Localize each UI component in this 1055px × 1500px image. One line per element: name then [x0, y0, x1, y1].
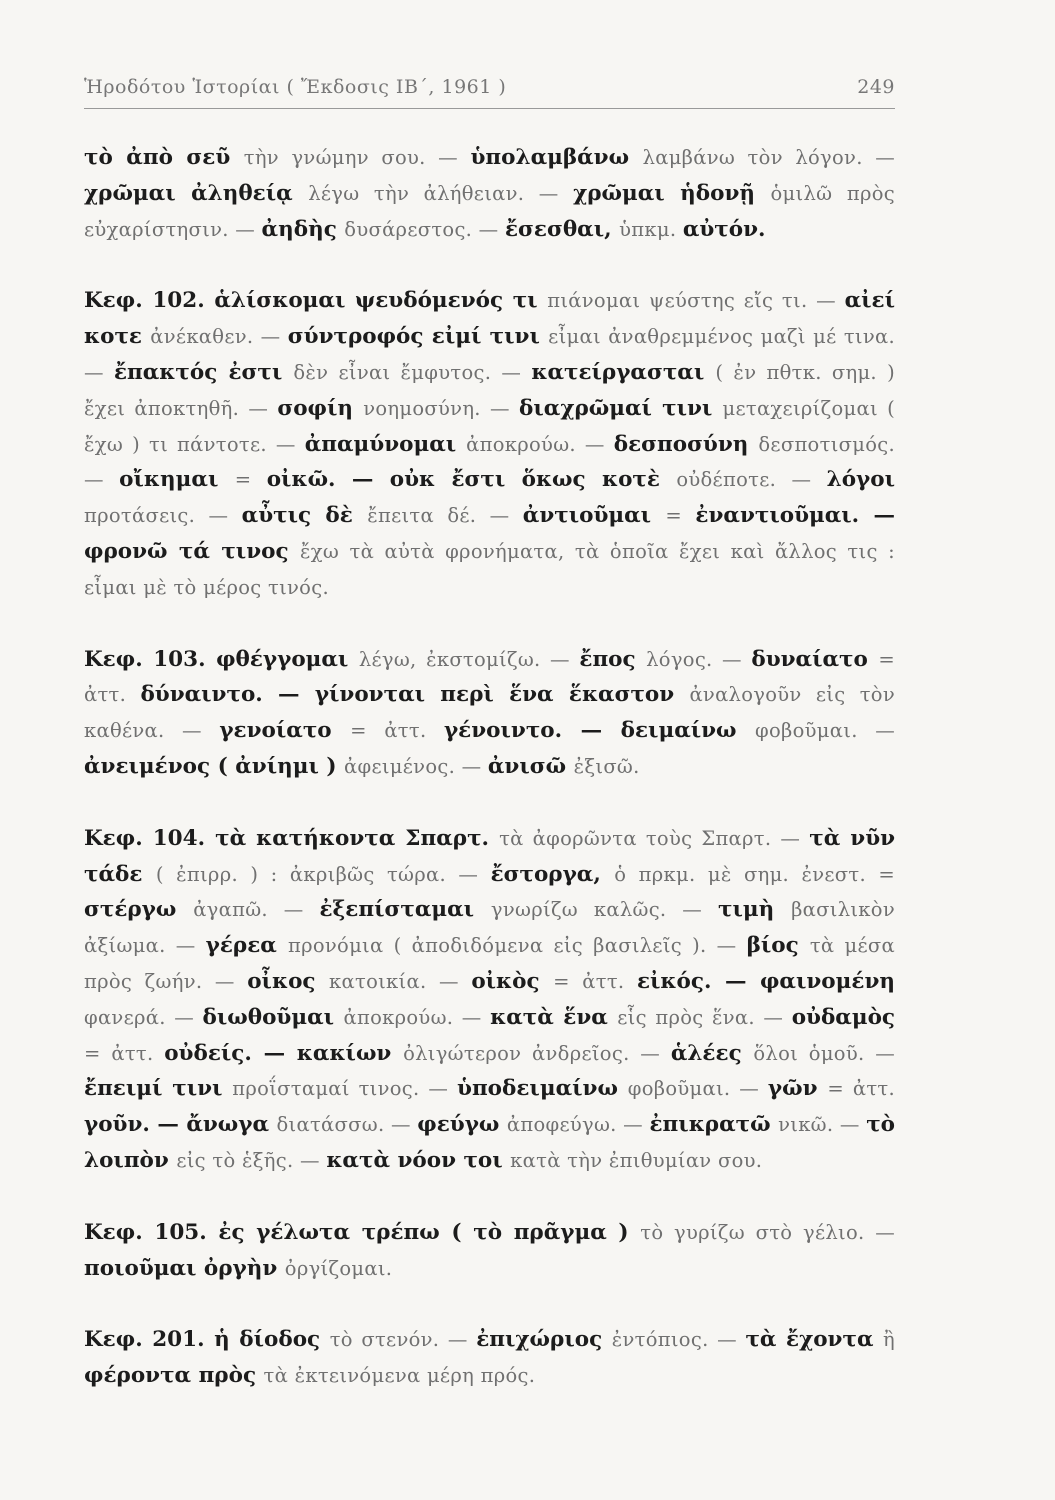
- lemma-text: γέρεα: [205, 933, 288, 959]
- lemma-text: ἔστοργα,: [490, 861, 615, 887]
- gloss-text: = ἀττ.: [827, 1077, 895, 1101]
- lemma-text: γῶν: [767, 1076, 828, 1102]
- paragraph: [84, 642, 895, 785]
- gloss-text: τὰ ἀφορῶντα τοὺς Σπαρτ. —: [499, 826, 810, 850]
- gloss-text: γνωρίζω καλῶς. —: [490, 898, 718, 922]
- lemma-text: δεσποσύνη: [613, 431, 759, 457]
- gloss-text: ἀγαπῶ. —: [193, 898, 320, 922]
- running-header: [84, 76, 895, 98]
- gloss-text: ὀλιγώτερον ἀνδρεῖος. —: [403, 1041, 671, 1065]
- lemma-text: κατὰ νόον τοι: [326, 1147, 511, 1173]
- lemma-text: ἔπος: [579, 646, 647, 672]
- gloss-text: εἶμαι ἀναθρεμμένος μαζὶ μέ τινα. —: [84, 325, 895, 384]
- gloss-text: δεσποτισμός. —: [84, 432, 895, 492]
- lemma-text: ποιοῦμαι ὀργὴν: [84, 1255, 285, 1281]
- gloss-text: ἀποκρούω. —: [466, 432, 614, 456]
- lemma-text: δύναιντο. —: [140, 682, 315, 708]
- gloss-text: = ἀττ.: [350, 719, 444, 743]
- lemma-text: ἐπιχώριος: [476, 1327, 612, 1353]
- gloss-text: προτάσεις. —: [84, 504, 242, 528]
- gloss-text: λέγω, ἐκστομίζω. —: [358, 647, 580, 671]
- lemma-text: ἁλίσκομαι ψευδόμενός τι: [214, 288, 548, 314]
- lemma-text: φεύγω: [417, 1112, 507, 1138]
- paragraph: [84, 1215, 895, 1287]
- gloss-text: ἀνέκαθεν. —: [150, 325, 288, 349]
- text-body: [84, 140, 895, 1430]
- gloss-text: ἐξισῶ.: [573, 754, 640, 778]
- lemma-text: φαινομένη: [759, 968, 895, 994]
- lemma-text: φθέγγομαι: [216, 646, 359, 672]
- lemma-text: οἴκημαι: [119, 467, 235, 493]
- lemma-text: γίνονται περὶ ἕνα ἕκαστον: [314, 682, 690, 708]
- lemma-text: ἐναντιοῦμαι. —: [695, 503, 896, 529]
- lemma-text: ἡ δίοδος: [214, 1327, 330, 1353]
- gloss-text: ( ἐν πθτκ. σημ. ) ἔχει ἀποκτηθῆ. —: [84, 360, 895, 420]
- paragraph: [84, 140, 895, 247]
- lemma-text: χρῶμαι ἀληθείᾳ: [84, 180, 309, 206]
- lemma-text: γενοίατο: [219, 718, 351, 744]
- gloss-text: =: [234, 468, 267, 492]
- lemma-text: ἄνωγα: [186, 1112, 277, 1138]
- gloss-text: ὀργίζομαι.: [284, 1256, 393, 1280]
- header-rule: [84, 108, 895, 109]
- gloss-text: διατάσσω. —: [276, 1113, 418, 1137]
- gloss-text: λόγος. —: [646, 647, 752, 671]
- lemma-text: ἀντιοῦμαι: [522, 503, 666, 529]
- lemma-text: τὸ λοιπὸν: [84, 1112, 896, 1173]
- gloss-text: φοβοῦμαι. —: [755, 719, 896, 743]
- gloss-text: νικῶ. —: [778, 1113, 867, 1137]
- gloss-text: ἀναλογοῦν εἰς τὸν καθένα. —: [84, 683, 895, 743]
- gloss-text: ἀποφεύγω. —: [506, 1113, 650, 1137]
- lemma-text: ὑποδειμαίνω: [457, 1076, 628, 1102]
- lemma-text: δειμαίνω: [620, 718, 756, 744]
- lemma-text: διαχρῶμαί τινι: [519, 395, 723, 421]
- lemma-text: φέροντα πρὸς: [84, 1363, 264, 1389]
- lemma-text: ἁλέες: [670, 1040, 754, 1066]
- lemma-text: Κεφ. 102.: [84, 288, 215, 314]
- gloss-text: βασιλικὸν ἀξίωμα. —: [84, 898, 895, 958]
- gloss-text: φοβοῦμαι. —: [627, 1077, 768, 1101]
- gloss-text: δυσάρεστος. —: [344, 217, 505, 241]
- lemma-text: σοφίη: [277, 395, 364, 421]
- gloss-text: οὐδέποτε. —: [676, 468, 827, 492]
- gloss-text: λέγω τὴν ἀλήθειαν. —: [308, 181, 574, 205]
- lemma-text: ἀηδὴς: [261, 216, 345, 242]
- lemma-text: σύντροφός εἰμί τινι: [287, 324, 549, 350]
- gloss-text: λαμβάνω τὸν λόγον. —: [642, 146, 895, 169]
- gloss-text: προνόμια ( ἀποδιδόμενα εἰς βασιλεῖς ). —: [287, 934, 747, 958]
- gloss-text: τὰ ἐκτεινόμενα μέρη πρός.: [263, 1364, 536, 1388]
- gloss-text: ἀφειμένος. —: [344, 754, 488, 778]
- gloss-text: τὸ γυρίζω στὸ γέλιο. —: [640, 1220, 895, 1244]
- lemma-text: ἀπαμύνομαι: [304, 431, 467, 457]
- lemma-text: γοῦν. —: [84, 1112, 187, 1138]
- lemma-text: ἀνειμένος ( ἀνίημι ): [84, 753, 345, 779]
- gloss-text: ( ἐπιρρ. ) : ἀκριβῶς τώρα. —: [155, 862, 491, 886]
- lemma-text: δυναίατο: [751, 646, 879, 672]
- lemma-text: οὐδαμὸς: [791, 1004, 895, 1030]
- lemma-text: ἔπειμί τινι: [84, 1076, 233, 1102]
- paragraph: [84, 1322, 895, 1394]
- lemma-text: οἰκῶ. —: [266, 467, 390, 493]
- page-number: 249: [857, 76, 895, 98]
- gloss-text: = ἀττ.: [553, 969, 637, 993]
- gloss-text: =: [665, 504, 696, 528]
- lemma-text: γένοιντο. —: [443, 718, 621, 744]
- gloss-text: εἷς πρὸς ἕνα. —: [617, 1005, 792, 1029]
- gloss-text: ὅλοι ὁμοῦ. —: [753, 1041, 896, 1065]
- gloss-text: ἐντόπιος. —: [611, 1328, 746, 1352]
- lemma-text: Κεφ. 103.: [84, 646, 217, 672]
- gloss-text: εἰς τὸ ἑξῆς. —: [176, 1148, 327, 1172]
- gloss-text: ἀποκρούω. —: [343, 1005, 491, 1029]
- gloss-text: δὲν εἶναι ἔμφυτος. —: [293, 360, 532, 384]
- lemma-text: ἐς γέλωτα τρέπω ( τὸ πρᾶγμα ): [218, 1219, 641, 1245]
- lemma-text: Κεφ. 105.: [84, 1219, 219, 1245]
- lemma-text: κατείργασται: [531, 359, 716, 385]
- header-title: Ἡροδότου Ἱστορίαι ( Ἔκδοσις ΙΒ΄, 1961 ): [84, 76, 507, 98]
- lemma-text: τὰ κατήκοντα Σπαρτ.: [215, 825, 500, 851]
- lemma-text: Κεφ. 201.: [84, 1327, 215, 1353]
- gloss-text: κατὰ τὴν ἐπιθυμίαν σου.: [510, 1148, 763, 1172]
- lemma-text: τὰ νῦν τάδε: [84, 825, 896, 887]
- lemma-text: οἶκος: [247, 968, 330, 994]
- gloss-text: τὰ μέσα πρὸς ζωήν. —: [84, 934, 895, 993]
- lemma-text: χρῶμαι ἡδονῇ: [573, 180, 771, 206]
- gloss-text: πιάνομαι ψεύστης εἴς τι. —: [547, 289, 845, 313]
- lemma-text: εἰκός. —: [636, 968, 760, 994]
- gloss-text: = ἀττ.: [84, 1041, 165, 1065]
- paragraph: [84, 283, 895, 605]
- lemma-text: στέργω: [84, 897, 194, 923]
- gloss-text: ἔχω τὰ αὐτὰ φρονήματα, τὰ ὁποῖα ἔχει καὶ ἄλλος τις : εἶμαι μὲ τὸ μέρος τινός.: [84, 539, 895, 599]
- lemma-text: ἔσεσθαι,: [504, 216, 620, 242]
- lemma-text: τὸ ἀπὸ σεῦ: [84, 145, 244, 170]
- lemma-text: οὐκ ἔστι ὅκως κοτὲ: [389, 467, 677, 493]
- gloss-text: κατοικία. —: [329, 969, 472, 993]
- gloss-text: ὑπκμ.: [619, 217, 683, 241]
- lemma-text: οἰκὸς: [471, 968, 554, 994]
- lemma-text: αὖτις δὲ: [241, 503, 368, 529]
- gloss-text: = ἀττ.: [84, 647, 895, 707]
- lemma-text: ἐπικρατῶ: [649, 1112, 779, 1138]
- lemma-text: τὰ ἔχοντα: [745, 1327, 884, 1353]
- lemma-text: αἰεί κοτε: [84, 288, 895, 350]
- lemma-text: λόγοι: [826, 467, 895, 493]
- lemma-text: ἔπακτός ἐστι: [113, 359, 294, 385]
- gloss-text: φανερά. —: [84, 1005, 203, 1029]
- lemma-text: ἐξεπίσταμαι: [319, 897, 491, 923]
- lemma-text: κακίων: [296, 1040, 404, 1066]
- gloss-text: μεταχειρίζομαι ( ἔχω ) τι πάντοτε. —: [84, 396, 896, 456]
- lemma-text: κατὰ ἕνα: [490, 1004, 618, 1030]
- gloss-text: ὁμιλῶ πρὸς εὐχαρίστησιν. —: [84, 181, 895, 241]
- lemma-text: ἀνισῶ: [487, 753, 574, 779]
- lemma-text: ὑπολαμβάνω: [470, 145, 643, 170]
- gloss-text: ἢ: [883, 1328, 896, 1352]
- gloss-text: ὁ πρκμ. μὲ σημ. ἐνεστ. =: [614, 862, 895, 886]
- gloss-text: τὸ στενόν. —: [329, 1328, 477, 1352]
- paragraph: [84, 821, 895, 1179]
- lemma-text: Κεφ. 104.: [84, 825, 216, 851]
- lemma-text: οὐδείς. —: [164, 1040, 297, 1066]
- lemma-text: βίος: [746, 933, 810, 959]
- lemma-text: αὐτόν.: [682, 216, 766, 242]
- lemma-text: τιμὴ: [717, 897, 792, 923]
- lemma-text: διωθοῦμαι: [202, 1004, 344, 1030]
- lemma-text: φρονῶ τά τινος: [84, 538, 300, 564]
- gloss-text: προΐσταμαί τινος. —: [232, 1077, 458, 1101]
- gloss-text: ἔπειτα δέ. —: [367, 504, 523, 528]
- gloss-text: νοημοσύνη. —: [363, 396, 520, 420]
- gloss-text: τὴν γνώμην σου. —: [243, 146, 471, 169]
